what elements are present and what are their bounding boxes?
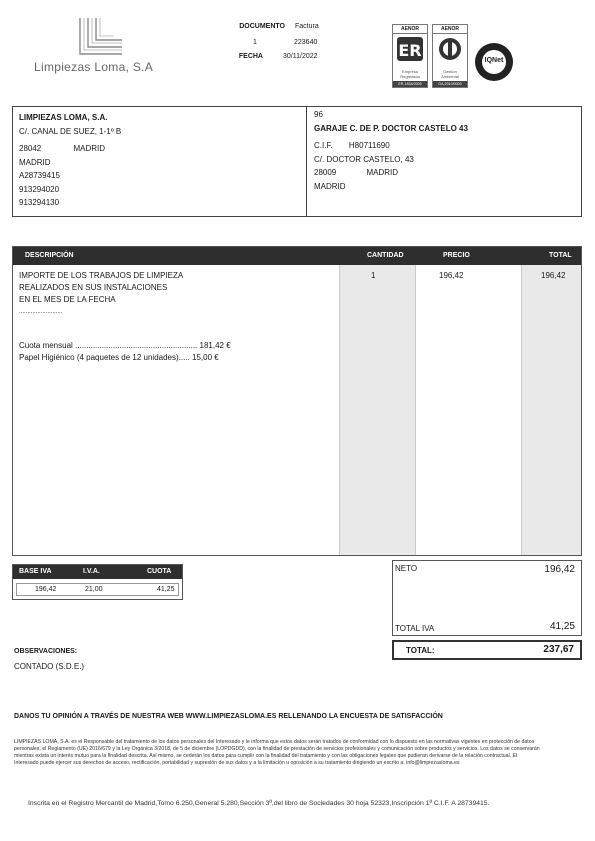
totals-box [392,560,582,636]
er-icon [393,34,427,64]
col-precio-header: PRECIO [443,252,470,259]
sender-province: MADRID [19,157,51,167]
base-iva-value: 196,42 [35,586,57,593]
client-name: GARAJE C. DE P. DOCTOR CASTELO 43 [314,123,468,133]
client-address: C/. DOCTOR CASTELO, 43 [314,154,414,164]
sender-address: C/. CANAL DE SUEZ, 1-1º B [19,126,122,136]
aenor-er-badge [392,24,428,88]
neto-label: NETO [395,564,418,573]
iqnet-text: IQNet [484,57,504,64]
client-postal-code: 28009 [314,168,337,177]
logo-text: Limpiezas Loma, S.A [34,60,154,74]
client-block [314,108,576,193]
client-code: 96 [314,110,323,119]
table-header [13,247,581,265]
col-divider-2 [415,265,416,555]
documento-label: DOCUMENTO [239,23,285,30]
survey-notice: DANOS TU OPINIÓN A TRAVÉS DE NUESTRA WEB WWW.LIMPIEZASLOMA.ES RELLENANDO LA ENCUESTA DE SATISFACCIÓN [14,713,443,720]
client-cif: H80711690 [348,141,390,150]
line-total: 196,42 [541,271,566,280]
desc-line-3: EN EL MES DE LA FECHA [19,295,116,304]
company-logo [30,12,170,78]
line-precio: 196,42 [439,271,464,280]
neto-value: 196,42 [544,564,575,575]
col-descripcion-header: DESCRIPCIÓN [25,252,74,259]
sender-phone-1: 913294020 [19,184,60,194]
client-city: MADRID [366,168,399,177]
client-province: MADRID [314,181,346,191]
iva-header: I.V.A. [83,568,100,575]
tax-box [12,564,183,600]
sender-name: LIMPIEZAS LOMA, S.A. [19,113,108,122]
iqnet-seal [474,42,514,82]
line-description [19,270,329,318]
grand-total-label: TOTAL: [406,646,435,655]
sender-cif: A28739415 [19,171,60,180]
er-code: ER-1834/2005 [393,81,427,87]
aenor-ga-badge [432,24,468,88]
certification-logos [392,24,518,90]
aenor-label: AENOR [393,25,427,34]
ga-caption-2: Ambiental [441,74,459,79]
er-caption-1: Empresa [401,69,418,74]
logo-mark-icon [70,14,130,60]
total-iva-label: TOTAL IVA [395,624,435,633]
sender-city-line [19,142,299,156]
sender-postal-code: 28042 [19,144,42,153]
serie-value: 1 [253,39,257,46]
col-cantidad-shade [339,265,415,555]
col-total-header: TOTAL [549,252,572,259]
grand-total-value: 237,67 [543,644,574,655]
iva-value: 21,00 [85,586,103,593]
client-cif-line [314,139,576,153]
privacy-notice: LIMPIEZAS LOMA, S.A. es el Responsable del tratamiento de los datos personales del Interesado y le informa que estos datos serán tratados de conformidad con lo dispuesto en las normativas vigentes en protección de datos personales, el Reglamento (UE) 2016/679 y la Ley Orgánica 3/2018, de 5 de diciembre (LOPDGDD), con la finalidad de prestación de servicios profesionales y comunicación sobre productos y servicios. Los datos se conservarán mientras exista un interés mutuo para la finalidad descrita. Así mismo, se cederán los datos para cumplir con la finalidad del tratamiento y con las obligaciones legales que pudieran derivarse de la relación contractual. El Interesado puede ejercer sus derechos de acceso, rectificación, portabilidad y supresión de sus datos y a la limitación u oposición a su tratamiento dirigiendo un escrito a: info@limpiezasloma.es [14,739,540,766]
desc-line-2: REALIZADOS EN SUS INSTALACIONES [19,283,168,292]
sender-phone-2: 913294130 [19,198,60,207]
client-city-line [314,166,576,180]
detail-cuota-mensual: Cuota mensual ....................................................... 181,42 € [19,341,231,350]
invoice-number: 223640 [294,39,318,46]
col-cantidad-header: CANTIDAD [367,252,404,259]
cuota-value: 41,25 [157,586,175,593]
er-caption-2: Registrada [400,74,420,79]
detail-papel-higienico: Papel Higiénico (4 paquetes de 12 unidades)..... 15,00 € [19,353,219,362]
ga-caption-1: Gestión [443,69,457,74]
grand-total-box [392,640,582,660]
aenor-label: AENOR [433,25,467,34]
items-table [12,246,582,556]
base-iva-header: BASE IVA [19,568,52,575]
svg-text:ER: ER [398,41,422,60]
documento-type: Factura [295,23,319,30]
cuota-header: CUOTA [147,568,172,575]
desc-dots: .......................... [19,309,63,315]
col-total-shade [521,265,581,555]
document-header [225,23,345,63]
col-divider-3 [521,265,522,555]
ga-icon [433,34,467,64]
ga-caption [433,69,467,79]
ga-code: GA-2010/0003 [433,81,467,87]
invoice-date: 30/11/2022 [283,53,318,60]
observaciones-value: CONTADO (S.D.E.) [14,662,85,671]
sender-block [19,111,299,210]
client-cif-label: C.I.F. [314,141,333,150]
fecha-label: FECHA [238,53,263,60]
total-iva-value: 41,25 [549,621,575,632]
desc-line-1: IMPORTE DE LOS TRABAJOS DE LIMPIEZA [19,271,184,280]
registry-notice: Inscrita en el Registro Mercantil de Madrid,Tomo 6.250,General 5.280,Sección 3ª,del libro de Sociedades 30 hoja 52323,Inscripción 1ª C.I.F. A 28739415. [28,800,490,807]
sender-city: MADRID [73,144,106,153]
line-cantidad: 1 [371,271,376,280]
col-divider-1 [339,265,340,555]
observaciones-label: OBSERVACIONES: [14,648,78,655]
er-caption [393,69,427,79]
